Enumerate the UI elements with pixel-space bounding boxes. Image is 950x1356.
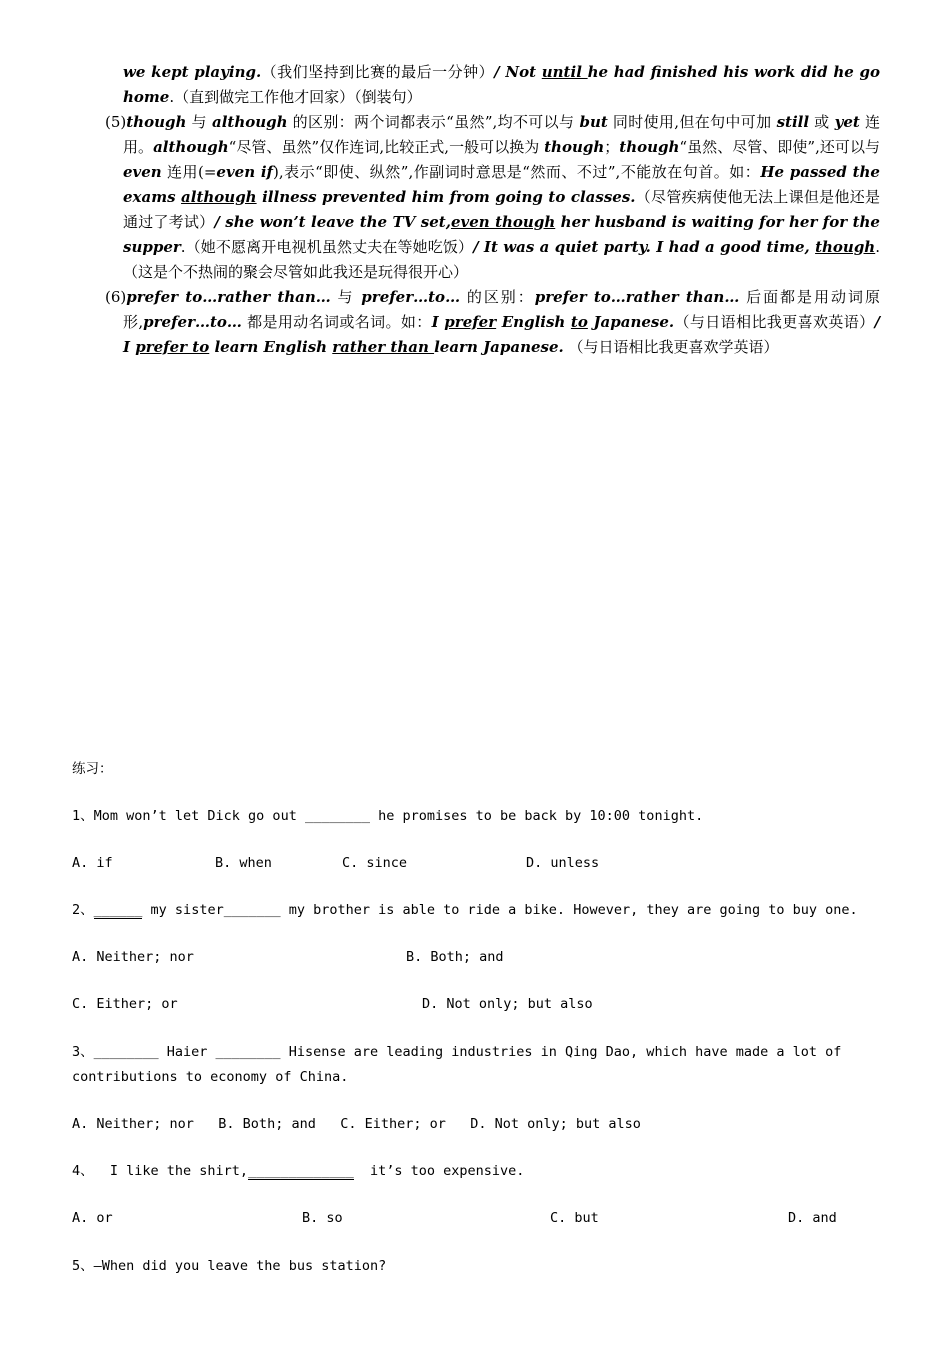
option-a: A. if xyxy=(72,855,113,871)
option-c: C. since xyxy=(342,855,408,871)
exercise-heading: 练习： xyxy=(72,761,113,777)
option-b: B. when xyxy=(215,855,272,871)
option-d: D. and xyxy=(788,1210,837,1226)
question-2-options-row-1 xyxy=(72,945,872,970)
answer-blank: _____________ xyxy=(248,1163,354,1179)
option-c: C. Either; or xyxy=(72,996,178,1012)
question-2: 2、______ my sister_______ my brother is able to ride a bike. However, they are going to buy one. xyxy=(72,902,858,918)
answer-blank: ______ xyxy=(93,902,143,918)
option-b: B. Both; and xyxy=(406,949,504,965)
option-d: D. Not only; but also xyxy=(422,996,593,1012)
question-2-options-row-2 xyxy=(72,992,872,1017)
question-3: 3、________ Haier ________ Hisense are leading industries in Qing Dao, which have made a lot of contributions to economy of China. xyxy=(72,1044,842,1085)
question-1: 1、Mom won’t let Dick go out ________ he promises to be back by 10:00 tonight. xyxy=(72,808,704,824)
option-c: C. but xyxy=(550,1210,599,1226)
option-b: B. so xyxy=(302,1210,343,1226)
question-4-options xyxy=(72,1206,872,1231)
question-1-options xyxy=(72,851,872,876)
question-3-options: A. Neither; nor B. Both; and C. Either; or D. Not only; but also xyxy=(72,1116,641,1132)
note-4-continuation: we kept playing.（我们坚持到比赛的最后一分钟）/ Not until he had finished his work did he go home.（直到做完工作他才回家）（倒装句） xyxy=(123,63,880,106)
option-a: A. Neither; nor xyxy=(72,949,194,965)
note-6: (6)prefer to…rather than… 与 prefer…to… 的区别：prefer to…rather than… 后面都是用动词原形,prefer…to… 都是用动名词或名词。如：I prefer English to Japanese.（与日语相比我更喜欢英语）/ I prefer to learn English rather than learn Japanese. （与日语相比我更喜欢学英语） xyxy=(105,288,880,356)
question-5: 5、—When did you leave the bus station? xyxy=(72,1258,387,1274)
question-4: 4、 I like the shirt,_____________ it’s too expensive. xyxy=(72,1163,525,1179)
grammar-notes xyxy=(105,60,880,360)
note-5: (5)though 与 although 的区别：两个词都表示“虽然”,均不可以与 but 同时使用,但在句中可加 still 或 yet 连用。although“尽管、虽然”仅作连词,比较正式,一般可以换为 though；though“虽然、尽管、即使”,还可以与 even 连用(=even if),表示“即使、纵然”,作副词时意思是“然而、不过”,不能放在句首。如：He passed the exams although illness prevented him from going to classes.（尽管疾病使他无法上课但是他还是通过了考试）/ she won’t leave the TV set,even though her husband is waiting for her for the supper.（她不愿离开电视机虽然丈夫在等她吃饭）/ It was a quiet party. I had a good time, though.（这是个不热闹的聚会尽管如此我还是玩得很开心） xyxy=(105,113,880,281)
option-d: D. unless xyxy=(526,855,600,871)
option-a: A. or xyxy=(72,1210,113,1226)
